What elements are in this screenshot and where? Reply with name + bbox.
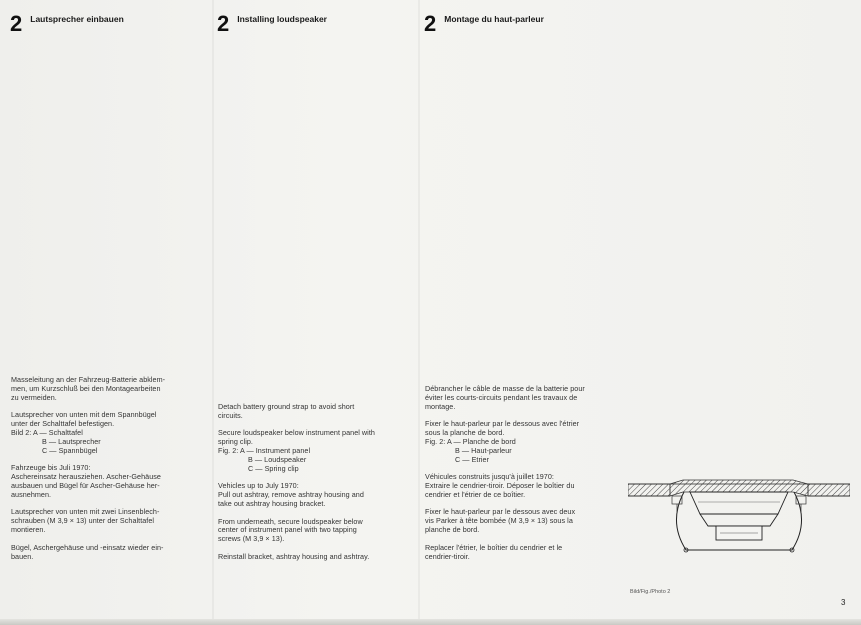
instructions-fr bbox=[425, 385, 617, 570]
text-line: C — Spring clip bbox=[248, 463, 299, 473]
paragraph bbox=[11, 508, 206, 535]
text-line: Masseleitung an der Fahrzeug-Batterie abklem- bbox=[11, 375, 166, 384]
text-line: Replacer l'étrier, le boîtier du cendrier et le bbox=[425, 542, 563, 552]
column-fold bbox=[212, 0, 214, 625]
section-title: Lautsprecher einbauen bbox=[30, 14, 124, 24]
text-line: C — Etrier bbox=[455, 454, 490, 464]
text-line: cendrier et l'étrier de ce boîtier. bbox=[425, 490, 526, 500]
paragraph bbox=[425, 544, 617, 562]
text-line: Bügel, Aschergehäuse und -einsatz wieder ein- bbox=[11, 542, 164, 552]
text-line: spring clip. bbox=[218, 437, 253, 447]
paragraph bbox=[425, 420, 617, 465]
section-number: 2 bbox=[217, 11, 230, 36]
text-line: Lautsprecher von unten mit zwei Linsenblech- bbox=[11, 507, 160, 517]
text-line: take out ashtray housing bracket. bbox=[218, 499, 326, 509]
text-line: B — Lautsprecher bbox=[42, 436, 101, 446]
paragraph bbox=[11, 411, 206, 456]
text-line: Véhicules construits jusqu'à juillet 1970: bbox=[425, 472, 554, 482]
paragraph bbox=[11, 544, 206, 562]
instructions-en bbox=[218, 403, 410, 570]
page-edge bbox=[0, 619, 861, 625]
text-line: sous la planche de bord. bbox=[425, 428, 505, 438]
paragraph bbox=[218, 518, 410, 545]
text-line: B — Haut-parleur bbox=[455, 445, 512, 455]
text-line: From underneath, secure loudspeaker below bbox=[218, 516, 363, 526]
text-line: Lautsprecher von unten mit dem Spannbügel bbox=[11, 410, 157, 420]
loudspeaker-mounting-diagram bbox=[628, 462, 850, 562]
text-line: unter der Schalttafel befestigen. bbox=[11, 419, 115, 429]
text-line: planche de bord. bbox=[425, 525, 480, 535]
section-number: 2 bbox=[10, 11, 23, 36]
instrument-panel bbox=[628, 480, 850, 496]
paragraph bbox=[218, 482, 410, 509]
text-line: montieren. bbox=[11, 525, 46, 535]
text-line: Fixer le haut-parleur par le dessous avec deux bbox=[425, 507, 576, 517]
text-line: screws (M 3,9 × 13). bbox=[218, 534, 285, 544]
fixing-points bbox=[672, 496, 806, 512]
text-line: Fig. 2: A — Planche de bord bbox=[425, 437, 516, 447]
text-line: Secure loudspeaker below instrument panel with bbox=[218, 428, 375, 438]
text-line: Aschereinsatz herausziehen. Ascher-Gehäuse bbox=[11, 472, 161, 482]
paragraph bbox=[218, 403, 410, 421]
paragraph bbox=[425, 385, 617, 412]
text-line: montage. bbox=[425, 401, 456, 411]
paragraph bbox=[425, 508, 617, 535]
text-line: vis Parker à tête bombée (M 3,9 × 13) sous la bbox=[425, 516, 573, 526]
text-line: bauen. bbox=[11, 551, 34, 561]
paragraph bbox=[11, 464, 206, 500]
section-header-fr bbox=[424, 13, 544, 35]
text-line: ausnehmen. bbox=[11, 489, 52, 499]
text-line: Fig. 2: A — Instrument panel bbox=[218, 446, 311, 456]
text-line: zu vermeiden. bbox=[11, 392, 57, 402]
text-line: Reinstall bracket, ashtray housing and ashtray. bbox=[218, 551, 370, 561]
text-line: men, um Kurzschluß bei den Montagearbeiten bbox=[11, 383, 161, 393]
spring-clip bbox=[676, 492, 801, 552]
text-line: Vehicles up to July 1970: bbox=[218, 481, 299, 491]
paragraph bbox=[425, 473, 617, 500]
text-line: Detach battery ground strap to avoid short bbox=[218, 402, 355, 411]
text-line: schrauben (M 3,9 × 13) unter der Schalttafel bbox=[11, 516, 155, 526]
text-line: C — Spannbügel bbox=[42, 445, 98, 455]
section-title: Montage du haut-parleur bbox=[444, 14, 544, 24]
text-line: Pull out ashtray, remove ashtray housing and bbox=[218, 490, 364, 500]
text-line: circuits. bbox=[218, 410, 243, 420]
text-line: Fixer le haut-parleur par le dessous avec l'étrier bbox=[425, 419, 580, 429]
column-fold bbox=[418, 0, 420, 625]
text-line: éviter les courts-circuits pendant les travaux de bbox=[425, 392, 578, 402]
section-header-en bbox=[217, 13, 327, 35]
paragraph bbox=[218, 553, 410, 562]
text-line: Bild 2: A — Schalttafel bbox=[11, 428, 83, 438]
instructions-de bbox=[11, 376, 206, 570]
section-header-de bbox=[10, 13, 124, 35]
text-line: center of instrument panel with two tapping bbox=[218, 525, 357, 535]
text-line: ausbauen und Bügel für Ascher-Gehäuse her- bbox=[11, 481, 160, 491]
figure-caption: Bild/Fig./Photo 2 bbox=[630, 589, 671, 595]
text-line: Fahrzeuge bis Juli 1970: bbox=[11, 463, 91, 473]
page-number: 3 bbox=[841, 598, 846, 607]
loudspeaker bbox=[690, 492, 788, 540]
text-line: Extraire le cendrier-tiroir. Déposer le boîtier du bbox=[425, 481, 575, 491]
paragraph bbox=[218, 429, 410, 474]
text-line: Débrancher le câble de masse de la batterie pour bbox=[425, 384, 585, 393]
text-line: cendrier-tiroir. bbox=[425, 551, 470, 561]
section-title: Installing loudspeaker bbox=[237, 14, 327, 24]
paragraph bbox=[11, 376, 206, 403]
section-number: 2 bbox=[424, 11, 437, 36]
text-line: B — Loudspeaker bbox=[248, 455, 307, 465]
